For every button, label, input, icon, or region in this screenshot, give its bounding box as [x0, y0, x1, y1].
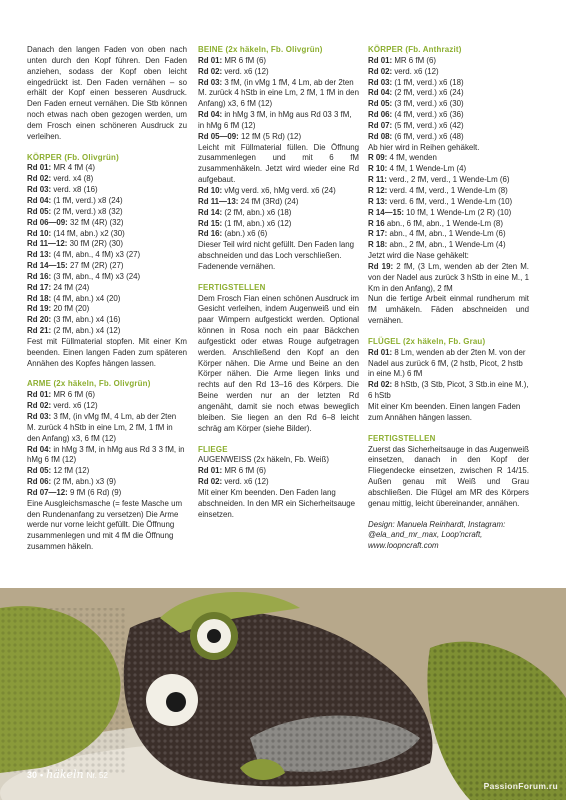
- round-row: Rd 05—09: 12 fM (5 Rd) (12): [198, 131, 302, 141]
- beine-rounds-2: [198, 186, 359, 240]
- round-row: Rd 08: (6 fM, verd.) x6 (48): [368, 131, 464, 141]
- round-row: Rd 01: MR 6 fM (6): [198, 466, 266, 476]
- round-row: Rd 19: 20 fM (20): [27, 304, 90, 314]
- round-row: Rd 02: verd. x6 (12): [368, 66, 439, 76]
- round-row: Rd 01: 8 Lm, wenden ab der 2ten M. von der Nadel aus zurück 6 fM, (2 hstb, Picot, 2 hstb in eine M.) 6 fM: [368, 347, 526, 379]
- round-row: Rd 02: verd. x6 (12): [198, 66, 269, 76]
- round-row: Rd 06: (2 fM, abn.) x3 (9): [27, 477, 117, 487]
- round-row: Rd 02: verd. x6 (12): [198, 477, 269, 487]
- fertigstellen-fliege-text: Zuerst das Sicherheitsauge in das Augenweiß einsetzen, danach in den Kopf der Fliegendecke einsetzen, zwischen R 14/15. Außen genau mit Weiß und Grau abschließen. Die Flügel am MR des Körpers genau mittig, leicht übereinander, annähen.: [368, 444, 529, 508]
- round-row: Rd 01: MR 6 fM (6): [368, 55, 436, 65]
- column-left: [27, 45, 187, 553]
- augenweiss-rounds: [198, 466, 359, 488]
- round-row: Rd 18: (4 fM, abn.) x4 (20): [27, 293, 121, 303]
- fertigstellen-text: Dem Frosch Fian einen schönen Ausdruck im Gesicht verleihen, indem Augenweiß und ein paar Wimpern aufgestickt werden. Optional können in Rosa noch ein paar Bäckchen aufgestickt oder etwas Rouge aufgetragen werden. Anschließend den Kopf an den Körper nähen. Die Arme und Beine an den Körper nähen. Die Arme liegen links und rechts auf den Rd 13–16 des Körpers. Die Beine werden nur an der letzten Rd angenäht, damit sie noch etwas beweglich bleiben. Sie liegen an den Rd 6–8 leicht schräg am Körper (siehe Bilder).: [198, 293, 359, 433]
- round-row: Rd 03: 3 fM, (in vMg 1 fM, 4 Lm, ab der 2ten M. zurück 4 hStb in eine Lm, 2 fM, 1 fM in den Anfang) x3, 6 fM (12): [198, 77, 359, 109]
- round-row: Rd 01: MR 4 fM (4): [27, 163, 95, 173]
- round-row: Rd 10: (14 fM, abn.) x2 (30): [27, 228, 125, 238]
- round-row: Rd 04: in hMg 3 fM, in hMg aus Rd 03 3 fM, in hMg 6 fM (12): [198, 110, 352, 130]
- round-row: Rd 11—12: 30 fM (2R) (30): [27, 239, 124, 249]
- round-row: Rd 02: 8 hStb, (3 Stb, Picot, 3 Stb.in eine M.), 6 hStb: [368, 380, 529, 401]
- round-row: R 17: abn., 4 fM, abn., 1 Wende-Lm (6): [368, 229, 506, 239]
- round-row: Rd 03: (1 fM, verd.) x6 (18): [368, 77, 464, 87]
- augenweiss-heading: AUGENWEISS (2x häkeln, Fb. Weiß): [198, 455, 329, 465]
- round-row: Rd 17: 24 fM (24): [27, 282, 90, 292]
- round-row: Rd 01: MR 6 fM (6): [198, 55, 266, 65]
- beine-rounds: [198, 56, 359, 143]
- nase-row: Rd 19: 2 fM, (3 Lm, wenden ab der 2ten M. von der Nadel aus zurück 3 hStb in eine M., 1 Km in den Anfang), 2 fM: [368, 261, 530, 293]
- round-row: R 16 abn., 6 fM, abn., 1 Wende-Lm (8): [368, 218, 503, 228]
- page-number: 30: [27, 770, 38, 780]
- section-heading-koerper-fliege: KÖRPER (Fb. Anthrazit): [368, 45, 462, 54]
- augenweiss-note: Mit einer Km beenden. Den Faden lang abschneiden. In den MR ein Sicherheitsauge einsetzen.: [198, 487, 356, 519]
- footer-bullet: •: [40, 770, 44, 780]
- round-row: Rd 04: (1 fM, verd.) x8 (24): [27, 195, 123, 205]
- round-row: Rd 21: (2 fM, abn.) x4 (12): [27, 326, 121, 336]
- section-heading-arme: ARME (2x häkeln, Fb. Olivgrün): [27, 379, 151, 389]
- section-heading-fertigstellen-fliege: FERTIGSTELLEN: [368, 433, 436, 443]
- nase-note: Nun die fertige Arbeit einmal rundherum mit fM umhäkeln. Fäden abschneiden und vernähen.: [368, 294, 529, 326]
- column-right: [368, 45, 529, 552]
- section-heading-beine: BEINE (2x häkeln, Fb. Olivgrün): [198, 45, 323, 54]
- round-row: Rd 10: vMg verd. x6, hMg verd. x6 (24): [198, 185, 336, 195]
- round-row: Rd 06: (4 fM, verd.) x6 (36): [368, 110, 464, 120]
- round-row: Rd 14: (2 fM, abn.) x6 (18): [198, 207, 292, 217]
- nase-intro: Jetzt wird die Nase gehäkelt:: [368, 251, 469, 261]
- round-row: Rd 14—15: 27 fM (2R) (27): [27, 261, 124, 271]
- round-row: Rd 16: (3 fM, abn., 4 fM) x3 (24): [27, 271, 141, 281]
- round-row: R 14—15: 10 fM, 1 Wende-Lm (2 R) (10): [368, 207, 512, 217]
- round-row: Rd 20: (3 fM, abn.) x4 (16): [27, 315, 121, 325]
- round-row: Rd 04: in hMg 3 fM, in hMg aus Rd 3 3 fM, in hMg 6 fM (12): [27, 444, 185, 465]
- round-row: R 09: 4 fM, wenden: [368, 153, 437, 163]
- round-row: Rd 13: (4 fM, abn., 4 fM) x3 (27): [27, 250, 141, 260]
- arme-rounds: [27, 390, 187, 498]
- round-row: Rd 07: (5 fM, verd.) x6 (42): [368, 120, 464, 130]
- watermark: PassionForum.ru: [483, 781, 558, 791]
- round-row: Rd 01: MR 6 fM (6): [27, 390, 95, 400]
- page-footer: [27, 768, 108, 782]
- beine-note-1: Leicht mit Füllmaterial füllen. Die Öffnung zusammenlegen und mit 6 fM zusammenhäkeln. Jetzt wird wieder eine Rd aufgebaut.: [198, 142, 359, 185]
- round-row: R 12: verd. 4 fM, verd., 1 Wende-Lm (8): [368, 185, 508, 195]
- koerper-note: Fest mit Füllmaterial stopfen. Mit einer Km beenden. Einen langen Faden zum späteren Annähen des Kopfes hängen lassen.: [27, 336, 187, 368]
- section-heading-fertigstellen: FERTIGSTELLEN: [198, 282, 266, 292]
- round-row: Rd 02: verd. x6 (12): [27, 401, 98, 411]
- fluegel-rounds: [368, 348, 529, 402]
- round-row: Rd 16: (abn.) x6 (6): [198, 229, 268, 239]
- round-row: Rd 07—12: 9 fM (6 Rd) (9): [27, 487, 122, 497]
- intro-paragraph: Danach den langen Faden von oben nach unten durch den Kopf führen. Den Faden anziehen, sodass der Kopf oben leicht eingedrückt ist. Den Faden vernähen – so erhält der Kopf einen besseren Ausdruck. Den Faden erneut vernähen. Die Stb können noch etwas nach oben gezogen werden, um dem Frosch einen schöneren Ausdruck zu verleihen.: [27, 45, 187, 141]
- reihen-intro: Ab hier wird in Reihen gehäkelt.: [368, 142, 480, 152]
- section-heading-fluegel: FLÜGEL (2x häkeln, Fb. Grau): [368, 336, 486, 346]
- fluegel-note: Mit einer Km beenden. Einen langen Faden zum Annähen hängen lassen.: [368, 402, 521, 422]
- column-middle: [198, 45, 359, 520]
- round-row: R 10: 4 fM, 1 Wende-Lm (4): [368, 164, 467, 174]
- round-row: R 13: verd. 6 fM, verd., 1 Wende-Lm (10): [368, 196, 513, 206]
- round-row: Rd 03: verd. x8 (16): [27, 185, 98, 195]
- magazine-name: häkeln: [46, 768, 84, 781]
- round-row: Rd 04: (2 fM, verd.) x6 (24): [368, 88, 464, 98]
- round-row: Rd 11—13: 24 fM (3Rd) (24): [198, 196, 299, 206]
- round-row: Rd 05: 12 fM (12): [27, 466, 90, 476]
- koerper-rounds: [27, 163, 187, 337]
- round-row: Rd 03: 3 fM, (in vMg fM, 4 Lm, ab der 2ten M. zurück 4 hStb in eine Lm, 2 fM, 1 fM in den Anfang) x3, 6 fM (12): [27, 412, 177, 443]
- round-row: Rd 05: (3 fM, verd.) x6 (30): [368, 99, 464, 109]
- beine-note-2: Dieser Teil wird nicht gefüllt. Den Faden lang abschneiden und das Loch verschließen. Fadenende vernähen.: [198, 240, 354, 271]
- issue-number: Nr. 52: [86, 771, 108, 780]
- round-row: Rd 05: (2 fM, verd.) x8 (32): [27, 206, 123, 216]
- round-row: Rd 06—09: 32 fM (4R) (32): [27, 217, 124, 227]
- design-credit: Design: Manuela Reinhardt, Instagram: @ela_and_mr_max, Loop'ncraft, www.loopncraft.com: [368, 519, 506, 551]
- arme-note: Eine Ausgleichsmasche (= feste Masche um den Rundenanfang zu versetzen) Die Arme werde nur vorne leicht gefüllt. Die Öffnung zusammenlegen und mit 4 fM die Öffnung zusammen häkeln.: [27, 498, 183, 552]
- round-row: Rd 15: (1 fM, abn.) x6 (12): [198, 218, 292, 228]
- round-row: R 11: verd., 2 fM, verd., 1 Wende-Lm (6): [368, 175, 510, 185]
- fliege-reihen: [368, 153, 529, 251]
- section-heading-koerper: KÖRPER (Fb. Olivgrün): [27, 152, 119, 162]
- round-row: Rd 02: verd. x4 (8): [27, 174, 94, 184]
- round-row: R 18: abn., 2 fM, abn., 1 Wende-Lm (4): [368, 240, 506, 250]
- section-heading-fliege: FLIEGE: [198, 444, 228, 454]
- fliege-koerper-rounds: [368, 56, 529, 143]
